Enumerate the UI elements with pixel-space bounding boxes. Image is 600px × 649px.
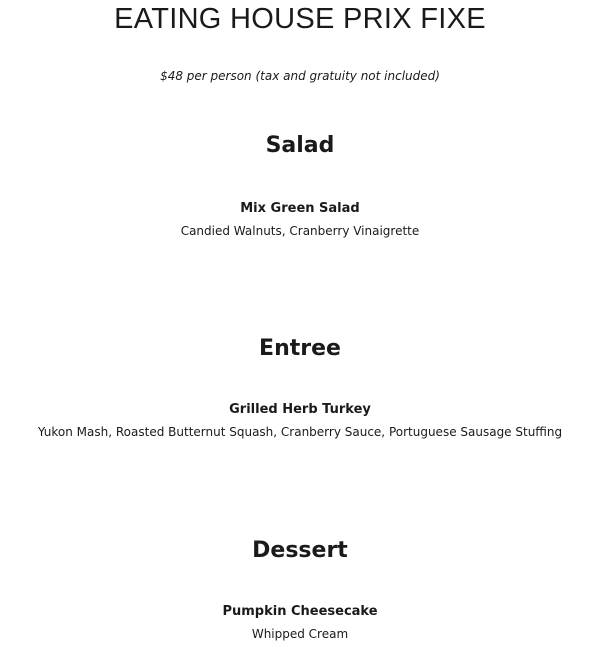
- menu-item-pumpkin-cheesecake: [0, 603, 600, 643]
- menu-item-description: Whipped Cream: [251, 627, 349, 641]
- section-heading-salad: [0, 132, 600, 160]
- menu-item-description: Yukon Mash, Roasted Butternut Squash, Cranberry Sauce, Portuguese Sausage Stuffing: [37, 425, 563, 439]
- menu-item-description: Candied Walnuts, Cranberry Vinaigrette: [180, 224, 420, 238]
- menu-item-name: Grilled Herb Turkey: [229, 402, 371, 417]
- menu-item-name: Pumpkin Cheesecake: [222, 604, 378, 619]
- section-heading-dessert: [0, 537, 600, 565]
- section-heading-entree: [0, 335, 600, 363]
- section-title: Salad: [265, 133, 335, 158]
- menu-item-grilled-herb-turkey: [0, 401, 600, 441]
- section-title: Dessert: [252, 538, 348, 563]
- menu-item-name: Mix Green Salad: [240, 201, 360, 216]
- section-title: Entree: [259, 336, 341, 361]
- price-note: $48 per person (tax and gratuity not included): [160, 69, 440, 83]
- menu-title: EATING HOUSE PRIX FIXE: [114, 3, 486, 35]
- menu-item-mix-green-salad: [0, 200, 600, 240]
